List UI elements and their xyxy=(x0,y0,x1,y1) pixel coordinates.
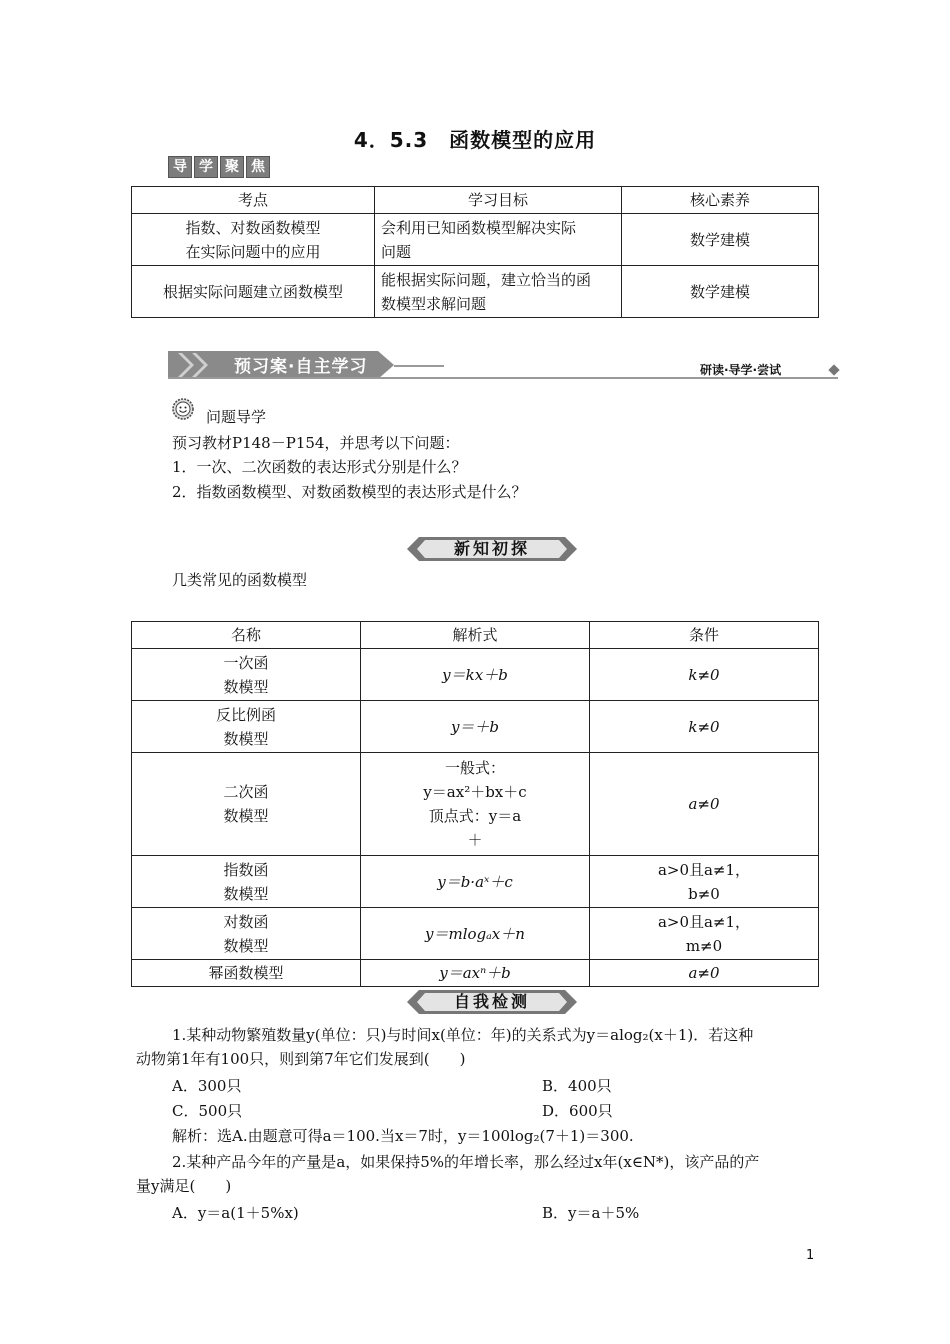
table-cell xyxy=(132,753,361,856)
option-b: B．400只 xyxy=(542,1077,612,1095)
table-row xyxy=(132,908,819,960)
table-cell xyxy=(361,753,590,856)
table-header: 解析式 xyxy=(361,622,590,649)
cell-text: 指数函 数模型 xyxy=(223,860,269,903)
guide-badge xyxy=(168,156,270,178)
cell-text: 一次函 数模型 xyxy=(223,653,269,696)
question-2-stem: 2.某种产品今年的产量是a，如果保持5%的年增长率，那么经过x年(x∈N*)，该产品的产 xyxy=(172,1153,760,1171)
section-badge-new xyxy=(407,536,577,562)
table-cell xyxy=(132,856,361,908)
cell-text: 二次函 数模型 xyxy=(223,783,269,825)
table-cell: a≠0 xyxy=(590,753,819,856)
cell-text: a>0且a≠1， m≠0 xyxy=(657,912,751,955)
table-cell: y＝＋b xyxy=(361,701,590,753)
table-cell xyxy=(132,649,361,701)
table-row xyxy=(132,960,819,987)
intro-heading: 问题导学 xyxy=(206,408,267,426)
badge-char: 焦 xyxy=(246,156,270,178)
smiley-icon xyxy=(172,398,194,420)
cell-text: 指数、对数函数模型 在实际问题中的应用 xyxy=(185,218,321,261)
function-models-table xyxy=(131,621,819,987)
table-header: 核心素养 xyxy=(622,187,819,214)
models-caption: 几类常见的函数模型 xyxy=(172,571,308,589)
section-title: 新知初探 xyxy=(453,539,530,558)
option-d: D．600只 xyxy=(542,1102,613,1120)
table-cell: 数学建模 xyxy=(622,266,819,318)
table-cell: a≠0 xyxy=(590,960,819,987)
table-cell: 数学建模 xyxy=(622,214,819,266)
question-1-stem-cont: 动物第1年有100只，则到第7年它们发展到( ) xyxy=(136,1050,466,1068)
table-cell xyxy=(590,856,819,908)
question-2-stem-cont: 量y满足( ) xyxy=(136,1177,232,1195)
intro-line: 1．一次、二次函数的表达形式分别是什么？ xyxy=(172,458,467,476)
intro-line: 预习教材P148－P154，并思考以下问题： xyxy=(172,434,460,452)
cell-text: 反比例函 数模型 xyxy=(215,705,276,748)
page-number: 1 xyxy=(806,1248,815,1263)
table-cell xyxy=(375,214,622,266)
table-header: 考点 xyxy=(132,187,375,214)
table-cell: y＝axⁿ＋b xyxy=(361,960,590,987)
table-row xyxy=(132,266,819,318)
section-badge-check xyxy=(407,989,577,1015)
table-cell: y＝mlogₐx＋n xyxy=(361,908,590,960)
table-cell xyxy=(132,908,361,960)
table-cell: k≠0 xyxy=(590,649,819,701)
cell-text: 会利用已知函数模型解决实际 问题 xyxy=(381,218,577,261)
table-row xyxy=(132,753,819,856)
table-header: 学习目标 xyxy=(375,187,622,214)
question-1-stem: 1.某种动物繁殖数量y(单位：只)与时间x(单位：年)的关系式为y＝alog₂(x＋1)．若这种 xyxy=(172,1026,754,1044)
badge-char: 导 xyxy=(168,156,192,178)
table-header: 名称 xyxy=(132,622,361,649)
banner-label: 预习案·自主学习 xyxy=(234,357,368,377)
badge-char: 学 xyxy=(194,156,218,178)
table-cell: k≠0 xyxy=(590,701,819,753)
objectives-table xyxy=(131,186,819,318)
option-a: A．y＝a(1＋5%x) xyxy=(172,1204,299,1222)
intro-line: 2．指数函数模型、对数函数模型的表达形式是什么？ xyxy=(172,483,527,501)
cell-text: 对数函 数模型 xyxy=(223,912,269,955)
cell-text: 能根据实际问题，建立恰当的函 数模型求解问题 xyxy=(381,270,592,313)
table-row xyxy=(132,701,819,753)
table-cell: y＝kx＋b xyxy=(361,649,590,701)
table-row xyxy=(132,856,819,908)
table-cell: 根据实际问题建立函数模型 xyxy=(132,266,375,318)
cell-text: 一般式： y＝ax²＋bx＋c 顶点式：y＝a ＋ xyxy=(423,759,527,849)
banner-right-text: 研读·导学·尝试 xyxy=(700,363,782,377)
table-cell xyxy=(132,701,361,753)
table-row xyxy=(132,214,819,266)
table-cell: 幂函数模型 xyxy=(132,960,361,987)
table-cell xyxy=(132,214,375,266)
option-c: C．500只 xyxy=(172,1102,243,1120)
diamond-icon xyxy=(828,364,839,375)
section-title: 自我检测 xyxy=(453,992,530,1011)
question-1-answer: 解析：选A.由题意可得a＝100.当x＝7时，y＝100log₂(7＋1)＝300. xyxy=(172,1127,634,1145)
table-row xyxy=(132,649,819,701)
table-cell xyxy=(375,266,622,318)
cell-text: a>0且a≠1， b≠0 xyxy=(657,860,751,903)
table-header: 条件 xyxy=(590,622,819,649)
option-b: B．y＝a＋5% xyxy=(542,1204,640,1222)
page-title: 4．5.3 函数模型的应用 xyxy=(353,128,597,152)
table-cell xyxy=(590,908,819,960)
badge-char: 聚 xyxy=(220,156,244,178)
table-cell: y＝b·aˣ＋c xyxy=(361,856,590,908)
option-a: A．300只 xyxy=(172,1077,242,1095)
